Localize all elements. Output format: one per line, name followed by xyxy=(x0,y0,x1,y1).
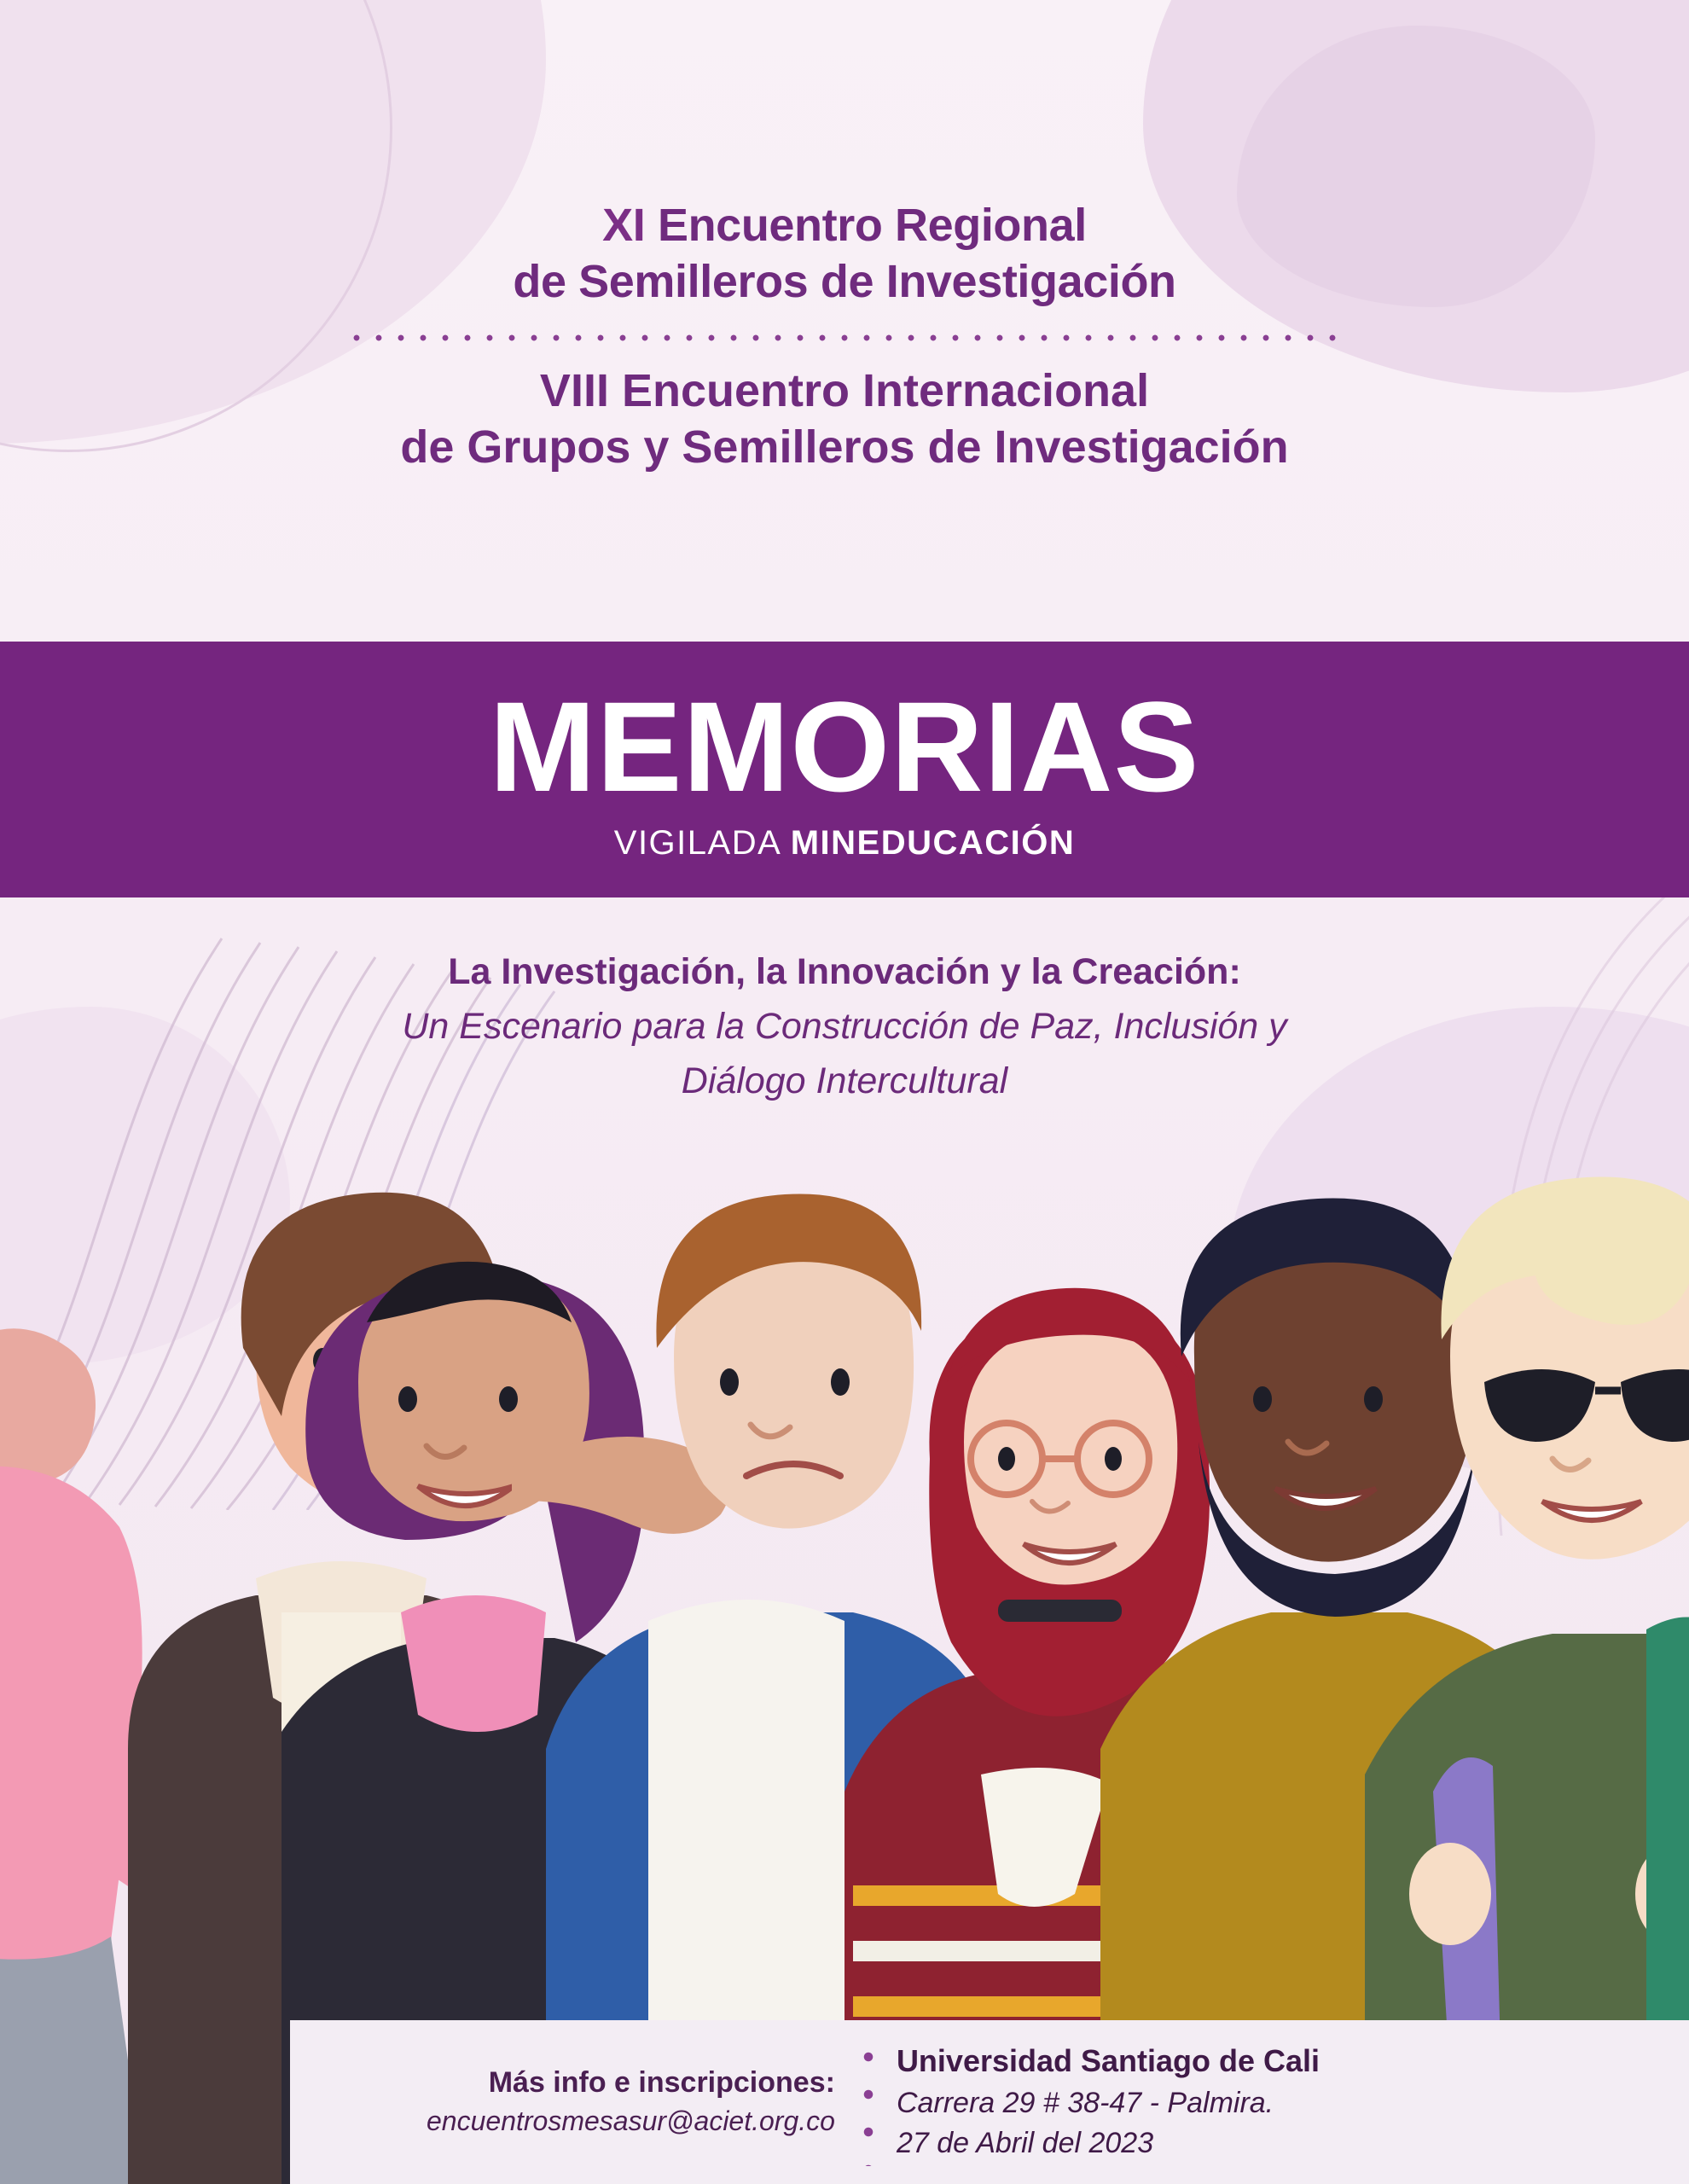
header-title-1: Encuentro Regional xyxy=(657,200,1087,251)
footer-address: Carrera 29 # 38-47 - Palmira. xyxy=(896,2086,1274,2119)
footer-right-block xyxy=(897,2040,1320,2164)
footer-contact-bar xyxy=(290,2020,1689,2184)
subtitle-italic-line-1: Un Escenario para la Construcción de Paz, Inclusión y xyxy=(402,1006,1287,1048)
vigilada-prefix: VIGILADA xyxy=(613,823,791,862)
footer-info-label: Más info e inscripciones: xyxy=(488,2066,835,2100)
vigilada-bold: MINEDUCACIÓN xyxy=(790,823,1076,862)
banner-title: MEMORIAS xyxy=(489,674,1200,818)
subtitle-italic-line-2: Diálogo Intercultural xyxy=(681,1060,1008,1102)
event-subtitle xyxy=(0,947,1689,1106)
header-line-1 xyxy=(0,198,1689,254)
footer-email[interactable]: encuentrosmesasur@aciet.org.co xyxy=(427,2106,835,2137)
memorias-banner xyxy=(0,642,1689,897)
footer-institution: Universidad Santiago de Cali xyxy=(896,2043,1320,2079)
footer-date: 27 de Abril del 2023 xyxy=(896,2127,1154,2160)
header-line-4: de Grupos y Semilleros de Investigación xyxy=(400,421,1289,473)
dotted-divider xyxy=(350,334,1339,341)
header-edition-roman-2: VIII xyxy=(539,364,609,416)
header-title-2: Encuentro Internacional xyxy=(621,364,1150,416)
event-header xyxy=(0,198,1689,476)
subtitle-bold-line: La Investigación, la Innovación y la Creación: xyxy=(448,951,1241,992)
footer-dotted-separator xyxy=(862,2038,874,2166)
footer-left-block xyxy=(427,2064,857,2140)
header-line-2: de Semilleros de Investigación xyxy=(513,255,1176,307)
vigilada-mineducacion-note xyxy=(614,824,1075,863)
header-edition-roman-1: XI xyxy=(602,200,646,251)
header-line-3 xyxy=(0,363,1689,420)
